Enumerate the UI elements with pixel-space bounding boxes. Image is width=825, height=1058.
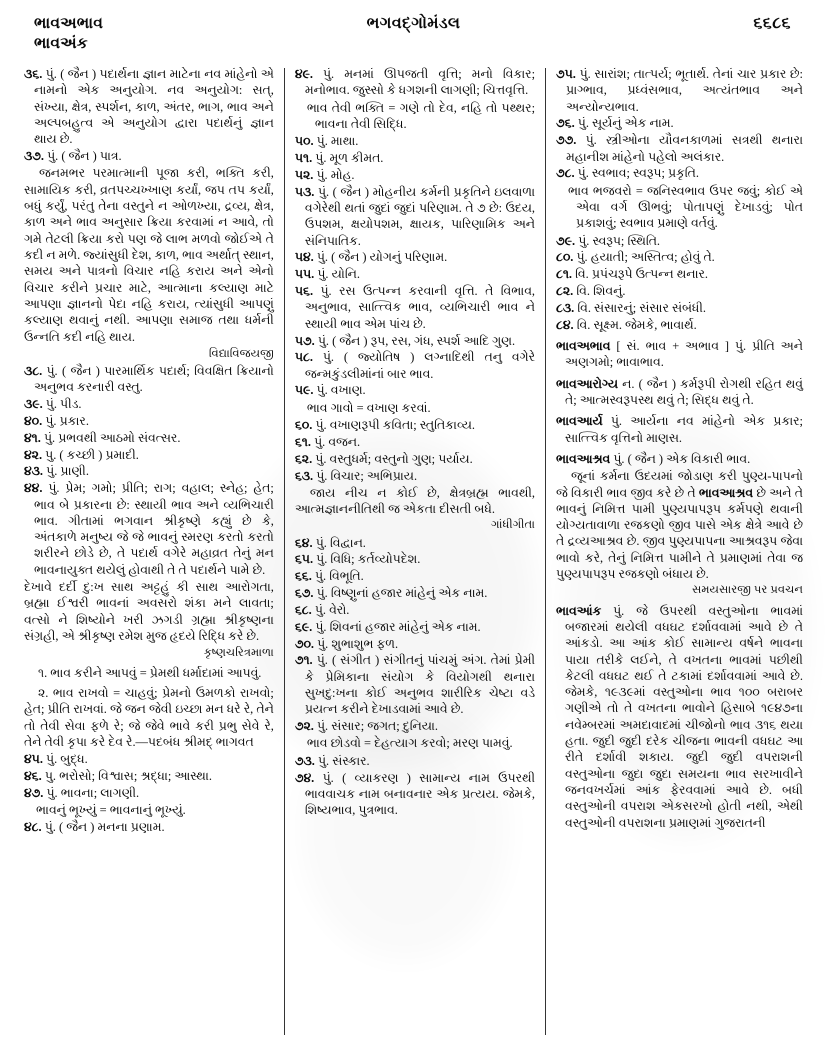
sense-entry (556, 66, 803, 115)
book-title: ભગવદ્ગોમંડલ (366, 15, 461, 32)
sense-entry (295, 535, 535, 551)
part-of-speech: વિ. (576, 284, 590, 299)
phrase-text: ભાવ રાખવો = ચાહવું; પ્રેમનો ઉમળકો રાખવો; હેત; પ્રીતિ રાખવાં. જે જન જેવી ઇચ્છા મન ધરે રે, તેને તો તેવી સેવા ફળે રે; જે જેવે ભાવે કરી પ્રભુ સેવે રે, તેને તેવી કૃપા કરે દેવ રે.—પદબંધ શ્રીમદ્ ભાગવત (24, 685, 274, 749)
sense-text: ( વ્યાકરણ ) સામાન્ય નામ ઉપરથી ભાવવાચક નામ બનાવનાર એક પ્રત્યય. જેમકે, શિષ્યભાવ, પુત્રભાવ. (304, 770, 536, 818)
definition: આર્યના નવ માંહેનો એક પ્રકાર; સાત્ત્વિક વૃત્તિનો માણસ. (565, 414, 803, 445)
sense-entry (295, 585, 535, 601)
sense-number: ૭૨. (294, 719, 314, 734)
illustrative-passage (556, 468, 803, 582)
sense-number: ૭૩. (294, 753, 315, 768)
citation-source: સમયસારજી પર પ્રવચન (691, 583, 803, 597)
part-of-speech: પું. (322, 770, 334, 785)
sense-entry (295, 283, 535, 332)
part-of-speech: પું. (314, 434, 326, 449)
sense-text: ભરોસો; વિશ્વાસ; શ્રદ્ધા; આસ્થા. (59, 768, 212, 783)
part-of-speech: વિ. (576, 317, 591, 332)
sense-text: ( જૈન ) પદાર્થના જ્ઞાન માટેના નવ માંહેનો એ નામનો એક અનુયોગ. નવ અનુયોગ: સત્, સંખ્યા, ક્ષેત્ર, સ્પર્શન, કાળ, અંતર, ભાગ, ભાવ અને અલ્પબહુત્વ એ અનુયોગ દ્વારા પદાર્થનું જ્ઞાન થાય છે. (34, 67, 274, 147)
part-of-speech: પું. (576, 250, 588, 265)
headword-entry (556, 413, 803, 446)
sense-entry (295, 551, 535, 567)
sense-entry (556, 132, 803, 165)
sense-number: ૭૧. (294, 653, 313, 668)
part-of-speech: પું. (46, 464, 58, 479)
part-of-speech: પું. (316, 552, 328, 567)
sense-number: ૬૮. (294, 602, 312, 617)
part-of-speech: પું. (316, 653, 328, 668)
headword-entry (556, 376, 803, 409)
sense-text: વિદ્વાન. (329, 535, 366, 550)
part-of-speech: પું. (322, 350, 334, 365)
definition: ( જૈન ) એક વિકારી ભાવ. (627, 451, 751, 466)
sense-entry (24, 785, 274, 801)
headword-entry (556, 338, 803, 371)
part-of-speech: પું. (46, 364, 58, 379)
sense-number: ૭૭. (556, 133, 577, 148)
part-of-speech: પું. (317, 333, 329, 348)
sense-entry (24, 819, 274, 835)
headword: ભાવઆશ્રવ (556, 451, 611, 466)
phrase-number: ૧. (38, 665, 48, 680)
sense-number: ૬૨. (294, 451, 313, 466)
part-of-speech: પું. (320, 284, 332, 299)
part-of-speech: પુ. (44, 768, 56, 783)
part-of-speech: પું. (610, 414, 623, 429)
sense-entry (24, 430, 274, 446)
sense-text: વિષ્ણુનાં હજાર માંહેનું એક નામ. (330, 586, 488, 601)
sense-number: ૪૦. (24, 413, 43, 428)
part-of-speech: પું. (44, 820, 56, 835)
part-of-speech: પું. (578, 233, 590, 248)
part-of-speech: પું. (316, 586, 328, 601)
citation-source: ગાંધીગીતા (491, 518, 536, 532)
sense-text: પીડ. (60, 397, 82, 412)
idiom-gloss: ભાવ ગાવો = વખાણ કરવાં. (306, 400, 431, 415)
sense-text: મૂળ કીમત. (329, 151, 384, 166)
sense-text: ( જૈન ) રૂપ, રસ, ગંધ, સ્પર્શ આદિ ગુણ. (332, 333, 516, 348)
sense-entry (295, 636, 535, 652)
sense-number: ૩૯. (24, 397, 43, 412)
column-container (24, 66, 803, 1041)
definition: પ્રીતિ અને અણગમો; ભાવાભાવ. (565, 339, 803, 370)
part-of-speech: પું. (316, 719, 329, 734)
sense-text: બુદ્ધ. (60, 752, 88, 767)
sense-number: ૪૬. (24, 768, 42, 783)
sense-entry (24, 463, 274, 479)
sense-entry (295, 66, 535, 99)
sense-text: શુભાશુભ ફળ. (331, 636, 399, 651)
sense-number: ૪૩. (24, 464, 44, 479)
sense-number: ૫૭. (294, 333, 315, 348)
sense-entry (556, 115, 803, 131)
phrase-item (24, 665, 274, 681)
sense-entry (295, 333, 535, 349)
sense-number: ૪૮. (24, 820, 42, 835)
sense-text: વિભૂતિ. (329, 569, 364, 584)
sense-text: સંસાર; જગત; દુનિયા. (331, 719, 439, 734)
etymology: [ સં. ભાવ + અભાવ ] (616, 339, 730, 353)
sense-entry (295, 451, 535, 467)
sense-text: ( જ્યોતિષ ) લગ્નાદિથી તનુ વગેરે જન્મકુંડલીમાંનાં બાર ભાવ. (304, 350, 536, 381)
part-of-speech: વિ. (577, 300, 591, 315)
sense-entry (295, 184, 535, 249)
sense-entry (295, 619, 535, 635)
sense-number: ૭૫. (556, 67, 576, 81)
part-of-speech: ન. (622, 376, 635, 391)
sense-number: ૪૯. (294, 67, 313, 81)
sense-text: હયાતી; અસ્તિત્વ; હોવું તે. (590, 250, 715, 265)
part-of-speech: પું. (316, 167, 328, 182)
sense-entry (295, 718, 535, 734)
column-1 (24, 66, 284, 1041)
sense-text: વખાણ. (330, 383, 366, 398)
phrase-text: ભાવ કરીને આપવું = પ્રેમથી ધર્માદામાં આપવું. (50, 665, 262, 680)
sense-text: ( જૈન ) મનના પ્રણામ. (58, 820, 165, 835)
sense-entry (295, 249, 535, 265)
sense-entry (24, 447, 274, 463)
sense-entry (24, 413, 274, 429)
sense-text: સ્વભાવ; સ્વરૂપ; પ્રકૃતિ. (591, 166, 699, 181)
passage-part-1: જૂનાં કર્મના ઉદયમાં જોડાણ કરી પુણ્ય-પાપનો જે વિકારી ભાવ જીવ કરે છે તે (556, 469, 803, 500)
sense-number: ૮૩. (556, 300, 575, 315)
idiom-gloss: ભાવ ભજવરો = જનિસ્વભાવ ઉપર જવું; કોઈ એ એવા વર્ગ ઊભવું; પોતાપણું દેખાડવું; પોત પ્રકાશવું; સ્વભાવ પ્રમાણે વર્તવું. (568, 183, 803, 231)
part-of-speech: પું. (43, 430, 56, 445)
part-of-speech: પું. (314, 569, 327, 584)
sense-number: ૮૨. (556, 284, 574, 299)
part-of-speech: પું. (316, 383, 328, 398)
part-of-speech: પુ. (45, 447, 57, 462)
sense-entry (556, 283, 803, 299)
sense-number: ૫૧. (294, 151, 313, 166)
sense-number: ૬૪. (294, 535, 313, 550)
sense-text: સંસારનું; સંસાર સંબંધી. (594, 300, 707, 315)
running-head-entry-first: ભાવઅભાવ (34, 15, 104, 32)
running-head (24, 14, 803, 66)
part-of-speech: પું. (317, 753, 330, 768)
sense-entry (24, 363, 274, 396)
part-of-speech: પું. (47, 149, 59, 164)
sense-entry (295, 602, 535, 618)
sense-number: ૭૬. (556, 116, 575, 131)
sense-entry (24, 768, 274, 784)
part-of-speech: પું. (317, 184, 330, 199)
part-of-speech: વિ. (575, 267, 589, 282)
sense-entry (556, 233, 803, 249)
part-of-speech: પું. (46, 752, 58, 767)
sense-entry (295, 266, 535, 282)
sense-text: મનમાં ઊપજતી વૃત્તિ; મનો વિકાર; મનોભાવ. જુસ્સો કે ધગશની લાગણી; ચિત્તવૃત્તિ. (304, 67, 536, 98)
sense-entry (556, 266, 803, 282)
sense-entry (295, 150, 535, 166)
part-of-speech: પું. (315, 619, 327, 634)
part-of-speech: પું. (316, 468, 328, 483)
part-of-speech: પું. (316, 134, 328, 149)
headword-entry (556, 603, 803, 831)
sense-entry (295, 568, 535, 584)
sense-number: ૫૨. (294, 167, 314, 182)
sense-text: ( જૈન ) મોહનીય કર્મની પ્રકૃતિને ઇલવાળા વગેરેથી થતાં જુદાં જુદાં પરિણામ. તે ૭ છે: ઉદય, ઉપશમ, ક્ષયોપશમ, ક્ષાયક, પારિણામિક અને સંનિપાતિક. (304, 184, 536, 248)
sense-entry (24, 66, 274, 148)
sense-number: ૭૯. (556, 233, 576, 248)
part-of-speech: પું. (315, 451, 327, 466)
sense-entry (295, 417, 535, 433)
part-of-speech: પું. (613, 451, 625, 466)
sense-number: ૫૯. (294, 383, 314, 398)
sense-text: વિચાર; અભિપ્રાય. (330, 468, 418, 483)
sense-entry (295, 382, 535, 398)
sense-text: વસ્તુધર્મ; વસ્તુનો ગુણ; પર્યાય. (329, 451, 473, 466)
sense-text: સ્વરૂપ; સ્થિતિ. (592, 233, 661, 248)
sense-entry (556, 300, 803, 316)
part-of-speech: પું. (316, 250, 329, 265)
sense-text: શિવનું. (593, 284, 626, 299)
part-of-speech: પું. (46, 785, 58, 800)
running-head-entry-last: ભાવઅંક (34, 35, 88, 53)
sense-number: ૭૮. (556, 166, 575, 181)
part-of-speech: પું. (317, 636, 329, 651)
part-of-speech: પું. (45, 67, 57, 81)
sense-text: પ્રેમ; ગમો; પ્રીતિ; રાગ; વહાલ; સ્નેહ; હેત; ભાવ બે પ્રકારના છે: સ્થાયી ભાવ અને વ્યભિચારી ભાવ. ગીતામાં ભગવાન શ્રીકૃષ્ણે કહ્યું છે કે, અંતકાળે મનુષ્ય જે જે ભાવનું સ્મરણ કરતો કરતો શરીરને છોડે છે, તે પદાર્થ વગેરે મહાવ્રત તેનું મન ભાવનાયુક્ત થયેલું હોવાથી તે તે પદાર્થને પામે છે. (34, 481, 274, 577)
part-of-speech: પું. (315, 151, 327, 166)
sense-text: ( જૈન ) યોગનું પરિણામ. (331, 250, 448, 265)
illustrative-passage: દેખાવે દર્દી દુ:ખ સાથ અટ્ટહું કી સાથ આરોગતા, બ્રહ્મા ઈશ્વરી ભાવનાં અવસરો શંકા મને લાવતા; વત્સો ને શિષ્યોને ખરી ઝગડી ગ્રહ્મા શ્રીકૃષ્ણના સંગ્રહી, એ શ્રીકૃષ્ણ રમેશ મુજ હૃદયે રિદ્ધિ કરે છે. (24, 580, 274, 644)
sense-text: ( જૈન ) પાત્ર. (61, 149, 122, 164)
sense-entry (295, 434, 535, 450)
sense-text: ( સંગીત ) સંગીતનું પાંચમું અંગ. તેમાં પ્રેમી કે પ્રેમિકાના સંયોગ કે વિયોગથી થનારા સુખદુ:ખના કોઈ અનુભવ શારીરિક ચેષ્ટા વડે પ્રયત્ન કરીને દેખાડવામાં આવે છે. (304, 653, 536, 717)
sense-number: ૪૪. (24, 481, 43, 496)
sense-text: સ્ત્રીઓના યૌવનકાળમાં સત્રથી થનારા મહાનીશ માંહેનો પહેલો અલંકાર. (566, 133, 803, 164)
sense-number: ૬૯. (294, 619, 313, 634)
sense-entry (24, 751, 274, 767)
sense-entry (295, 753, 535, 769)
sense-text: સારાંશ; તાત્પર્ય; ભૂતાર્થ. તેનાં ચાર પ્રકાર છે: પ્રાગ્ભાવ, પ્રધ્વંસભાવ, અત્યંતભાવ અને અન્યોન્યભાવ. (566, 67, 803, 114)
part-of-speech: પું. (613, 603, 625, 618)
part-of-speech: પું. (45, 397, 57, 412)
sense-number: ૪૫. (24, 752, 43, 767)
sense-number: ૬૫. (294, 552, 314, 567)
part-of-speech: પું. (48, 481, 60, 496)
passage-emphasis: ભાવઆશ્રવ (698, 485, 754, 500)
sense-text: પ્રભવથી આઠમો સંવત્સર. (58, 430, 181, 445)
sense-number: ૩૬. (24, 67, 43, 81)
sense-text: રસ ઉત્પન્ન કરવાની વૃત્તિ. તે વિભાવ, અનુભાવ, સાત્ત્વિક ભાવ, વ્યભિચારી ભાવ ને સ્થાયી ભાવ એમ પાંચ છે. (304, 284, 536, 331)
idiom-gloss: ભાવ તેવી ભક્તિ = ગણે તો દેવ, નહિ તો પથ્થર; ભાવના તેવી સિદ્ધિ. (306, 100, 536, 131)
sense-number: ૩૮. (24, 364, 43, 379)
idiom-gloss: ભાવનું ભૂખ્યું = ભાવનાનું ભૂખ્યું. (36, 803, 186, 818)
illustrative-passage: જાય નીચ ન કોઈ છે, ક્ષેત્રબ્રહ્મ ભાવથી, આત્મજ્ઞાનનીતિથી જ એકતા દીસતી બધે. (294, 485, 536, 517)
sense-entry (295, 349, 535, 382)
sense-number: ૮૧. (556, 267, 573, 282)
sense-number: ૪૧. (24, 430, 41, 445)
sense-text: સંસ્કાર. (332, 753, 370, 768)
headword-entry (556, 451, 803, 467)
part-of-speech: પું. (323, 67, 335, 81)
phrase-item (24, 685, 274, 750)
sense-number: ૬૩. (294, 468, 314, 483)
sense-number: ૭૪. (294, 770, 315, 785)
sense-number: ૬૭. (294, 586, 314, 601)
part-of-speech: પું. (577, 166, 589, 181)
headword: ભાવઆરોગ્ય (556, 376, 619, 391)
sense-text: વિધિ; કર્તવ્યોપદેશ. (330, 552, 421, 567)
sense-number: ૫૪. (294, 250, 314, 265)
sense-number: ૪૨. (24, 447, 43, 462)
sense-text: પ્રાણી. (60, 464, 89, 479)
part-of-speech: પું. (45, 413, 57, 428)
sense-text: સૂર્યનું એક નામ. (592, 116, 674, 131)
sense-text: ભાવના; લાગણી. (60, 785, 140, 800)
citation-source: કૃષ્ણચરિત્રમાળા (203, 646, 274, 660)
sense-entry (295, 652, 535, 717)
sense-number: ૭૦. (294, 636, 315, 651)
sense-entry (556, 249, 803, 265)
sense-number: ૬૧. (294, 434, 311, 449)
sense-number: ૮૪. (556, 317, 574, 332)
part-of-speech: પું. (317, 267, 329, 282)
sense-entry (24, 148, 274, 164)
sense-number: ૫૩. (294, 184, 315, 199)
sense-text: વેરો. (329, 602, 350, 617)
sense-text: શિવનાં હજાર માંહેનું એક નામ. (329, 619, 481, 634)
page-number: ૬૬૮૬ (753, 15, 791, 32)
headword: ભાવઆંક (556, 603, 602, 618)
sense-number: ૫૬. (294, 284, 314, 299)
phrase-number: ૨. (38, 685, 49, 700)
sense-number: ૬૬. (294, 569, 312, 584)
sense-entry (24, 396, 274, 412)
sense-text: માથા. (330, 134, 359, 149)
sense-text: ( જૈન ) પારમાર્થિક પદાર્થ; વિવક્ષિત ક્રિયાનો અનુભવ કરનારી વસ્તુ. (34, 364, 274, 395)
sense-text: વજન. (328, 434, 361, 449)
sense-entry (295, 167, 535, 183)
part-of-speech: પું. (315, 535, 327, 550)
sense-text: વખાણરૂપી કવિતા; સ્તુતિકાવ્ય. (329, 418, 475, 433)
part-of-speech: પું. (577, 116, 589, 131)
sense-number: ૪૭. (24, 785, 44, 800)
sense-entry (556, 165, 803, 181)
sense-text: પ્રકાર. (59, 413, 89, 428)
part-of-speech: પું. (314, 602, 326, 617)
sense-text: ( કચ્છી ) પ્રમાદી. (59, 447, 139, 462)
part-of-speech: પું. (585, 133, 597, 148)
sense-entry (556, 317, 803, 333)
sense-entry (295, 133, 535, 149)
illustrative-passage: જનમભર પરમાત્માની પૂજા કરી, ભક્તિ કરી, સામાયિક કરી, વ્રતપચ્ચખ્ખાણ કર્યાં, જપ તપ કર્યાં, બધું કર્યું, પરંતુ તેના વસ્તુને ન ઓળખ્યા, દ્રવ્ય, ક્ષેત્ર, કાળ અને ભાવ અનુસાર ક્રિયા કરવામાં ન આવે, તો ગમે તેટલી ક્રિયા કરો પણ જે લાભ મળવો જોઈએ તે કદી ન મળે. જ્યાંસુધી દેશ, કાળ, ભાવ અર્થાત્ સ્થાન, સમય અને પાત્રનો વિચાર નહિ કરાય અને એનો વિચાર કરીને પ્રચાર માટે, આત્માના કલ્યાણ માટે આપણા જ્ઞાનનો પેદા નહિ કરાય, ત્યાંસુધી આપણું કલ્યાણ થવાનું નથી. આપણા સમાજ તથા ધર્મની ઉન્નતિ કદી નહિ થાય. (24, 166, 274, 344)
definition: ( જૈન ) કર્મરૂપી રોગથી રહિત થવું તે; આત્મસ્વરૂપસ્થ થવું તે; સિદ્ધ થવું તે. (565, 376, 803, 407)
sense-number: ૫૫. (294, 267, 315, 282)
sense-entry (24, 480, 274, 578)
part-of-speech: પું. (315, 418, 327, 433)
sense-number: ૫૦. (294, 134, 314, 149)
sense-number: ૬૦. (294, 418, 313, 433)
sense-number: ૫૮. (294, 350, 313, 365)
sense-text: યોનિ. (331, 267, 360, 282)
citation-source: વિદ્યાવિજયજી (208, 346, 274, 360)
sense-text: મોહ. (330, 167, 355, 182)
sense-text: સૂક્ષ્મ. જેમકે, ભાવાર્થ. (593, 317, 697, 332)
sense-number: ૮૦. (556, 250, 574, 265)
definition: જે ઉપરથી વસ્તુઓના ભાવમાં બજારમાં થયેલી વધઘટ દર્શાવવામાં આવે છે તે આંકડો. આ આંક કોઈ સામાન્ય વર્ષને ભાવના પાયા તરીકે લઈને, તે વખતના ભાવમાં પછીથી કેટલી વધઘટ થઈ તે ટકામાં દર્શાવવામાં આવે છે. જેમકે, ૧૯૩૯માં વસ્તુઓના ભાવ ૧૦૦ બરાબર ગણીએ તો તે વખતના ભાવોને હિસાબે ૧૯૪૭ના નવેમ્બરમાં અમદાવાદમાં ચીજોનો ભાવ ૩૧૬ થયા હતા. જુદી જુદી દરેક ચીજના ભાવની વધઘટ આ રીતે દર્શાવી શકાય. જુદી જુદી વપરાશની વસ્તુઓના જુદા જુદા સમયના ભાવ સરખાવીને જનવખર્ચમાં આંક ફેરવવામાં આવે છે. બધી વસ્તુઓની વપરાશ એકસરખો હોતી નથી, એથી વસ્તુઓની વપરાશના પ્રમાણમાં ગુજરાતની (565, 603, 803, 830)
column-3 (546, 66, 803, 1041)
column-2 (285, 66, 545, 1041)
sense-number: ૩૭. (24, 149, 44, 164)
sense-text: પ્રપંચરૂપે ઉત્પન્ન થનાર. (591, 267, 708, 282)
sense-entry (295, 770, 535, 819)
passage-part-2: છે અને તે ભાવનું નિમિત્ત પામી પુણ્યપાપરૂપ કર્મપણે થવાની યોગ્યતાવાળા રજકણો જીવ પાસે એક ક્ષેત્રે આવે છે તે દ્રવ્યઆશ્રવ છે. જીવ પુણ્યપાપના આશ્રવરૂપ જેવા ભાવો કરે, તેનું નિમિત્ત પામીને તે પ્રમાણમાં તેવા જ પુણ્યપાપરૂપ રજકણો બંધાય છે. (556, 485, 803, 582)
headword: ભાવઆર્ય (556, 414, 603, 429)
headword: ભાવઅભાવ (556, 339, 611, 353)
idiom-gloss: ભાવ છોડવો = દેહત્યાગ કરવો; મરણ પામવું. (306, 736, 513, 751)
part-of-speech: પું. (734, 339, 747, 353)
sense-entry (295, 468, 535, 484)
part-of-speech: પું. (579, 67, 591, 81)
